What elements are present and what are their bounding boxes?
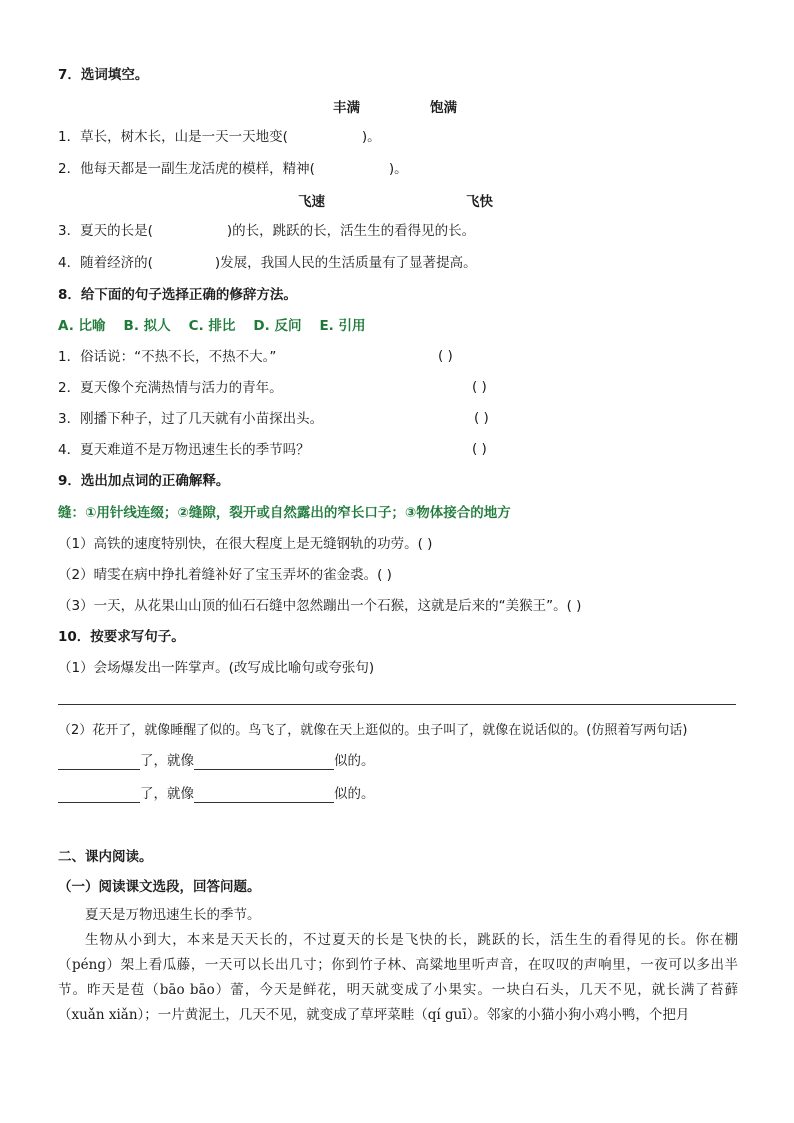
section2-subtitle: （一）阅读课文选段，回答问题。 bbox=[58, 879, 261, 895]
blank-line[interactable] bbox=[194, 755, 334, 770]
option-d: D. 反问 bbox=[253, 318, 302, 334]
option-e: E. 引用 bbox=[319, 318, 366, 334]
word-option-feisu: 飞速 bbox=[298, 194, 325, 210]
q8-item-3: 3．刚播下种子，过了几天就有小苗探出头。 bbox=[58, 411, 324, 427]
q8-item-1: 1．俗话说：“不热不长，不热不大。” bbox=[58, 349, 277, 365]
q7-item-3: 3．夏天的长是( )的长，跳跃的长，活生生的看得见的长。 bbox=[58, 223, 476, 239]
q8-title: 8．给下面的句子选择正确的修辞方法。 bbox=[58, 287, 297, 303]
answer-line[interactable] bbox=[58, 704, 736, 705]
word-option-fengman: 丰满 bbox=[333, 100, 360, 116]
option-c: C. 排比 bbox=[188, 318, 236, 334]
blank-line[interactable] bbox=[58, 755, 140, 770]
q8-item-4: 4．夏天难道不是万物迅速生长的季节吗？ bbox=[58, 442, 310, 458]
q8-options bbox=[58, 317, 384, 335]
reading-passage bbox=[58, 903, 738, 1028]
passage-paragraph-2: 生物从小到大，本来是天天长的，不过夏天的长是飞快的长，跳跃的长，活生生的看得见的长。你在棚（péng）架上看瓜藤，一天可以长出几寸；你到竹子林、高粱地里听声音，在叹叹的声响里，一夜可以多出半节。昨天是苞（bāo bāo）蕾，今天是鲜花，明天就变成了小果实。一块白石头，几天不见，就长满了苔藓（xuǎn xiǎn）；一片黄泥土，几天不见，就变成了草坪菜畦（qí guī）。邻家的小猫小狗小鸡小鸭，个把月 bbox=[58, 932, 738, 1023]
q9-item-3: （3）一天，从花果山山顶的仙石石缝中忽然蹦出一个石猴，这就是后来的“美猴王”。( ) bbox=[58, 598, 582, 614]
q10-fill-line-1: 了，就像 似的。 bbox=[58, 752, 375, 770]
answer-paren[interactable]: ( ) bbox=[472, 379, 487, 395]
section2-title: 二、课内阅读。 bbox=[58, 849, 153, 865]
q10-item-2: （2）花开了，就像睡醒了似的。鸟飞了，就像在天上逛似的。虫子叫了，就像在说话似的。(仿照着写两句话) bbox=[58, 723, 688, 738]
option-b: B. 拟人 bbox=[123, 318, 171, 334]
passage-paragraph-1: 夏天是万物迅速生长的季节。 bbox=[85, 907, 261, 923]
q7-title: 7．选词填空。 bbox=[58, 67, 149, 83]
q9-item-2: （2）晴雯在病中挣扎着缝补好了宝玉弄坏的雀金裘。( ) bbox=[58, 567, 392, 583]
word-option-feikuai: 飞快 bbox=[466, 194, 493, 210]
q10-title: 10．按要求写句子。 bbox=[58, 629, 185, 645]
answer-paren[interactable]: ( ) bbox=[472, 441, 487, 457]
blank-line[interactable] bbox=[194, 788, 334, 803]
q7-item-4: 4．随着经济的( )发展，我国人民的生活质量有了显著提高。 bbox=[58, 255, 477, 271]
q9-title: 9．选出加点词的正确解释。 bbox=[58, 473, 230, 489]
answer-paren[interactable]: ( ) bbox=[474, 410, 489, 426]
q7-item-1: 1．草长，树木长，山是一天一天地变( )。 bbox=[58, 129, 381, 145]
q7-item-2: 2．他每天都是一副生龙活虎的模样，精神( )。 bbox=[58, 161, 408, 177]
q10-fill-line-2: 了，就像 似的。 bbox=[58, 785, 375, 803]
q9-item-1: （1）高铁的速度特别快，在很大程度上是无缝钢轨的功劳。( ) bbox=[58, 536, 433, 552]
option-a: A. 比喻 bbox=[58, 318, 106, 334]
answer-paren[interactable]: ( ) bbox=[438, 348, 453, 364]
q8-item-2: 2．夏天像个充满热情与活力的青年。 bbox=[58, 380, 283, 396]
blank-line[interactable] bbox=[58, 788, 140, 803]
q10-item-1: （1）会场爆发出一阵掌声。(改写成比喻句或夸张句) bbox=[58, 660, 375, 676]
q9-definition: 缝：①用针线连缀；②缝隙，裂开或自然露出的窄长口子；③物体接合的地方 bbox=[58, 505, 511, 521]
word-option-baoman: 饱满 bbox=[430, 100, 457, 116]
